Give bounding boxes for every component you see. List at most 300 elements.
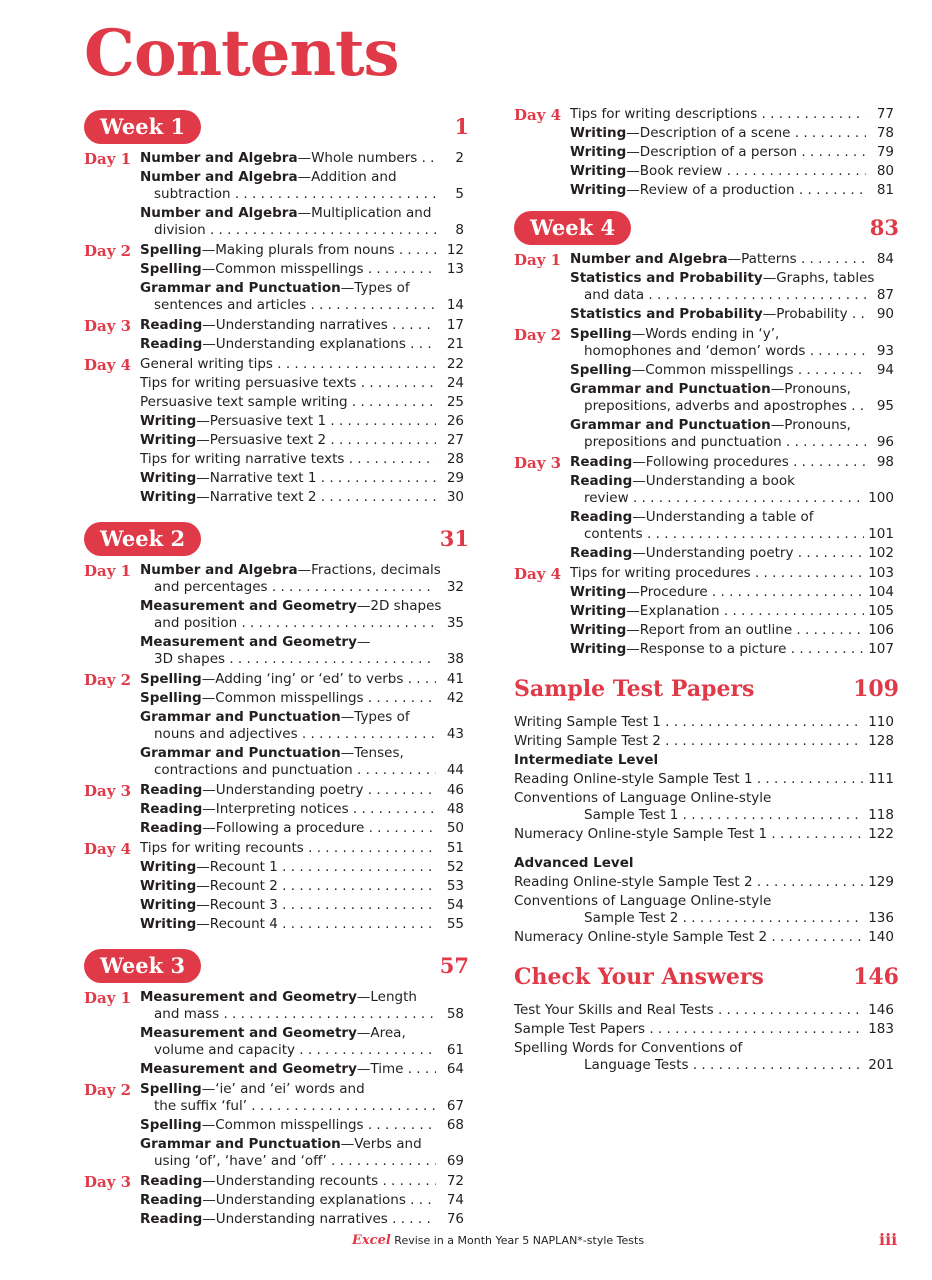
entry-title: —Recount 4 [196,916,278,932]
toc-entry[interactable] [570,306,894,323]
entry-topic: Writing [570,584,627,600]
entry-page: 111 [868,771,894,787]
toc-entry[interactable] [140,394,464,411]
entry-title-continued: nouns and adjectives . . . [154,726,436,743]
toc-entry[interactable] [570,584,894,601]
entry-text [140,242,436,259]
entry-title: Numeracy Online-style Sample Test 1 . . . [514,826,864,843]
entry-page: 101 [868,526,894,542]
entry-page: 54 [446,897,464,913]
toc-entry[interactable] [570,251,894,268]
entry-topic: Writing [570,163,627,179]
entry-topic: Reading [140,1192,203,1208]
toc-entry[interactable] [140,150,464,167]
toc-entry[interactable] [570,545,894,562]
entry-page: 69 [446,1153,464,1169]
toc-entry[interactable] [140,782,464,799]
section-page-number: 109 [853,676,899,702]
entry-topic: Statistics and Probability [570,270,763,286]
entry-page: 128 [868,733,894,749]
toc-entry-first-line [140,1081,464,1098]
entry-page: 136 [868,910,894,926]
entry-topic: Writing [570,182,627,198]
toc-entry[interactable] [140,562,464,596]
entry-topic: Reading [140,782,203,798]
entry-title-continued: prepositions, adverbs and apostrophes . . . [584,398,866,415]
entry-title: —Recount 3 [196,897,278,913]
entry-topic: Reading [570,545,633,561]
entry-title: —Making plurals from nouns [201,242,395,258]
toc-entry[interactable] [570,565,894,582]
entry-title: —Pronouns, [770,417,851,433]
toc-entry[interactable] [570,182,894,199]
day-label: Day 2 [514,326,562,344]
entry-title: —Description of a scene [626,125,791,141]
section-page-number: 146 [853,964,899,990]
entry-text [140,394,436,411]
entry-title: —Types of [340,280,410,296]
toc-entry[interactable] [140,205,464,239]
week-pill: Week 2 [84,522,201,556]
entry-page: 46 [446,782,464,798]
entry-text [140,356,436,373]
toc-entry[interactable] [140,375,464,392]
entry-topic: Reading [140,317,203,333]
toc-entry[interactable] [140,1081,464,1115]
day-label: Day 3 [84,317,132,335]
toc-entry[interactable] [140,280,464,314]
entry-page: 24 [446,375,464,391]
entry-page: 95 [876,398,894,414]
toc-entry[interactable] [140,801,464,818]
week-page-number: 31 [439,526,469,551]
day-label: Day 4 [84,356,132,374]
entry-title: Tips for writing narrative texts [140,451,345,467]
entry-title: —Area, [356,1025,406,1041]
entry-title: —Response to a picture [626,641,787,657]
entry-topic: Writing [140,432,197,448]
toc-entry[interactable] [140,489,464,506]
entry-text [570,125,866,142]
entry-title: —Narrative text 1 [196,470,317,486]
toc-entry[interactable] [140,897,464,914]
entry-title-continued: and percentages . . . [154,579,436,596]
entry-topic: Writing [570,641,627,657]
entry-text [570,182,866,199]
entry-title: —Common misspellings [201,1117,364,1133]
entry-page: 183 [868,1021,894,1037]
entry-topic: Number and Algebra [140,150,298,166]
entry-text [570,565,864,582]
toc-entry[interactable] [140,169,464,203]
entry-title-continued: prepositions and punctuation . . . [584,434,866,451]
entry-text [570,641,864,658]
entry-title: Writing Sample Test 2 . . . [514,733,864,750]
week-page-number: 57 [439,953,469,978]
entry-title: —Understanding a book [632,473,795,489]
entry-topic: Reading [570,509,633,525]
entry-title: Tips for writing descriptions [570,106,758,122]
entry-title: —Multiplication and [297,205,432,221]
toc-entry-second-line [514,910,894,927]
entry-title: —Understanding poetry [632,545,794,561]
entry-text [140,451,436,468]
toc-entry-first-line: Conventions of Language Online-style [514,790,772,806]
entry-text [140,1173,436,1190]
entry-title: —Report from an outline [626,622,793,638]
entry-text [140,1192,436,1209]
entry-page: 78 [876,125,894,141]
toc-entry[interactable] [570,603,894,620]
toc-entry[interactable] [140,413,464,430]
toc-entry[interactable] [570,473,894,507]
toc-entry[interactable] [570,381,894,415]
toc-entry[interactable] [140,671,464,688]
entry-title: —Adding ‘ing’ or ‘ed’ to verbs [201,671,404,687]
toc-entry[interactable] [570,326,894,360]
toc-entry[interactable] [514,771,894,788]
entry-page: 81 [876,182,894,198]
entry-text [570,622,864,639]
entry-title: Persuasive text sample writing [140,394,348,410]
entry-page: 107 [868,641,894,657]
entry-page: 96 [876,434,894,450]
entry-page: 32 [446,579,464,595]
entry-page: 14 [446,297,464,313]
week-header [84,110,469,144]
entry-text [140,801,436,818]
entry-text [140,261,436,278]
entry-title-continued: subtraction . . . [154,186,436,203]
left-column [84,110,469,1244]
entry-title: —Following a procedure [202,820,365,836]
toc-entry[interactable] [570,641,894,658]
entry-topic: Writing [140,413,197,429]
toc-entry-second-line [140,651,464,668]
toc-entry[interactable] [140,356,464,373]
entry-text [140,413,436,430]
entry-text [140,782,436,799]
entry-title: —Common misspellings [631,362,794,378]
entry-page: 201 [868,1057,894,1073]
toc-entry-second-line [140,579,464,596]
toc-entry[interactable] [140,878,464,895]
entry-text [140,470,436,487]
entry-page: 72 [446,1173,464,1189]
day-block [84,840,464,933]
entry-page: 43 [446,726,464,742]
entry-page: 44 [446,762,464,778]
toc-entry[interactable] [570,454,894,471]
day-label: Day 2 [84,242,132,260]
entry-text [570,144,866,161]
entry-page: 67 [446,1098,464,1114]
toc-entry-second-line [570,526,894,543]
toc-entry-second-line [570,398,894,415]
day-label: Day 4 [84,840,132,858]
entry-title: Tips for writing procedures [570,565,751,581]
toc-entry[interactable] [514,929,894,946]
toc-entry-first-line [570,417,894,434]
entry-text [570,545,864,562]
entry-text [140,878,436,895]
entry-topic: Number and Algebra [570,251,728,267]
entry-text [570,163,866,180]
entry-title: — [356,634,371,650]
entry-topic: Writing [140,897,197,913]
toc-entry[interactable] [140,432,464,449]
entry-page: 84 [876,251,894,267]
day-block [514,454,894,562]
day-block [84,1173,464,1228]
entry-page: 52 [446,859,464,875]
entry-title: —Understanding explanations [202,336,406,352]
entry-topic: Writing [140,878,197,894]
toc-entry-second-line [140,1006,464,1023]
toc-entry[interactable] [570,125,894,142]
toc-entry[interactable] [570,509,894,543]
entry-title: —Pronouns, [770,381,851,397]
toc-entry[interactable] [514,733,894,750]
entry-page: 58 [446,1006,464,1022]
toc-entry[interactable] [570,163,894,180]
toc-entry[interactable] [140,745,464,779]
entry-page: 26 [446,413,464,429]
entry-title: —Patterns [727,251,797,267]
entry-page: 105 [868,603,894,619]
entry-title: —Explanation [626,603,720,619]
toc-entry[interactable] [140,916,464,933]
entry-title-continued: homophones and ‘demon’ words . . . [584,343,866,360]
toc-entry[interactable] [140,840,464,857]
entry-topic: Grammar and Punctuation [140,745,341,761]
toc-entry[interactable] [140,261,464,278]
toc-entry[interactable] [514,1002,894,1019]
entry-topic: Spelling [570,362,632,378]
entry-title: —Understanding a table of [632,509,814,525]
entry-title: —Common misspellings [201,690,364,706]
toc-entry[interactable] [514,826,894,843]
toc-entry-first-line [570,473,894,490]
entry-topic: Grammar and Punctuation [570,417,771,433]
entry-title: —Addition and [297,169,397,185]
entry-text [140,671,436,688]
entry-page: 122 [868,826,894,842]
entry-text [570,362,866,379]
toc-entry[interactable] [140,690,464,707]
entry-page: 25 [446,394,464,410]
toc-entry[interactable] [140,1025,464,1059]
toc-entry[interactable] [140,470,464,487]
entry-text [140,916,436,933]
toc-entry-second-line [140,615,464,632]
entry-text [140,1211,436,1228]
toc-entry[interactable] [140,242,464,259]
day-block [84,782,464,837]
toc-entry[interactable] [140,451,464,468]
toc-entry-first-line: Conventions of Language Online-style [514,893,772,909]
entry-title: —Book review [626,163,723,179]
entry-page: 17 [446,317,464,333]
toc-entry-first-line [140,598,464,615]
day-block [84,242,464,314]
entry-title: —Review of a production [626,182,795,198]
entry-title-continued: sentences and articles . . . [154,297,436,314]
page-number: iii [879,1230,898,1249]
entry-topic: Spelling [140,1081,202,1097]
week-page-number: 1 [454,114,469,139]
entry-topic: Writing [570,144,627,160]
entry-page: 12 [446,242,464,258]
entry-text [140,820,436,837]
right-column [514,106,899,1076]
entry-title: —Following procedures [632,454,789,470]
entry-title: —Narrative text 2 [196,489,317,505]
entry-title: —Length [356,989,417,1005]
toc-entry[interactable] [140,598,464,632]
entry-page: 100 [868,490,894,506]
entry-page: 38 [446,651,464,667]
entry-title-continued: contents . . . [584,526,864,543]
toc-entry[interactable] [140,317,464,334]
entry-text [570,106,866,123]
entry-topic: Writing [140,916,197,932]
week-section [84,110,469,506]
day-block [84,356,464,506]
entry-page: 98 [876,454,894,470]
toc-entry[interactable] [140,709,464,743]
toc-entry[interactable] [140,820,464,837]
toc-entry[interactable] [570,270,894,304]
entry-page: 76 [446,1211,464,1227]
week-section [514,211,899,658]
toc-entry[interactable] [140,1061,464,1078]
toc-entry-second-line [514,807,894,824]
entry-title: —Description of a person [626,144,798,160]
entry-page: 48 [446,801,464,817]
toc-entry-second-line [570,343,894,360]
toc-entry[interactable] [140,1173,464,1190]
toc-entry[interactable] [140,1211,464,1228]
toc-entry[interactable] [570,622,894,639]
toc-entry-second-line [140,762,464,779]
entry-topic: Grammar and Punctuation [140,709,341,725]
entry-page: 140 [868,929,894,945]
toc-entry[interactable] [140,989,464,1023]
entry-text [140,317,436,334]
page-title: Contents [84,16,399,91]
toc-entry[interactable] [570,362,894,379]
toc-entry-second-line [570,287,894,304]
entry-title-continued: Sample Test 1 . . . [584,807,864,824]
toc-entry-second-line [140,222,464,239]
entry-text [140,1061,436,1078]
entry-page: 79 [876,144,894,160]
entry-page: 35 [446,615,464,631]
toc-entry-second-line [140,726,464,743]
day-block [84,562,464,668]
toc-entry-first-line [140,745,464,762]
toc-entry[interactable] [570,417,894,451]
toc-entry-first-line [140,1025,464,1042]
week-section [84,949,469,1228]
entry-page: 64 [446,1061,464,1077]
toc-entry[interactable] [140,859,464,876]
week-pill: Week 3 [84,949,201,983]
entry-title-continued: review . . . [584,490,864,507]
entry-page: 77 [876,106,894,122]
toc-entry[interactable] [514,1021,894,1038]
toc-entry[interactable] [514,714,894,731]
entry-title-continued: and mass . . . [154,1006,436,1023]
toc-entry-second-line [570,434,894,451]
entry-topic: Reading [140,1211,203,1227]
entry-text [140,336,436,353]
entry-title: —Tenses, [340,745,404,761]
section-title: Sample Test Papers [514,676,755,702]
day-block [514,565,894,658]
entry-title: —Graphs, tables [762,270,875,286]
day-block [514,106,894,199]
week-pill: Week 4 [514,211,631,245]
toc-entry[interactable] [140,1117,464,1134]
entry-page: 28 [446,451,464,467]
entry-title: —Common misspellings [201,261,364,277]
entry-title: —2D shapes [356,598,442,614]
toc-entry[interactable] [140,336,464,353]
entry-topic: Measurement and Geometry [140,634,357,650]
toc-entry[interactable] [514,874,894,891]
toc-entry[interactable] [570,144,894,161]
entry-page: 118 [868,807,894,823]
day-block [84,1081,464,1170]
footer-text: Revise in a Month Year 5 NAPLAN*-style Tests [394,1234,645,1247]
entry-topic: Writing [570,603,627,619]
entry-title: —Whole numbers [297,150,418,166]
entry-title: —Persuasive text 2 [196,432,327,448]
toc-entry[interactable] [140,1136,464,1170]
toc-entry[interactable] [514,893,894,927]
toc-entry[interactable] [140,1192,464,1209]
toc-entry-first-line [140,634,464,651]
entry-text [140,375,436,392]
entry-text [140,897,436,914]
entry-text [570,251,866,268]
toc-entry[interactable] [514,1040,894,1074]
toc-entry-first-line [140,280,464,297]
entry-title-continued: volume and capacity . . . [154,1042,436,1059]
entry-text [570,584,864,601]
entry-page: 27 [446,432,464,448]
toc-entry-first-line: Spelling Words for Conventions of [514,1040,743,1056]
entry-title: —Time [356,1061,404,1077]
toc-entry[interactable] [140,634,464,668]
entry-topic: Spelling [140,261,202,277]
day-label: Day 2 [84,1081,132,1099]
toc-entry[interactable] [514,790,894,824]
section-title: Check Your Answers [514,964,764,990]
toc-entry[interactable] [570,106,894,123]
entry-page: 102 [868,545,894,561]
day-label: Day 3 [514,454,562,472]
check-your-answers-header [514,964,899,994]
toc-entry-second-line [140,1153,464,1170]
sample-test-papers-section [514,676,899,946]
entry-page: 42 [446,690,464,706]
entry-title: —Understanding recounts [202,1173,379,1189]
entry-topic: Reading [140,1173,203,1189]
entry-page: 51 [446,840,464,856]
